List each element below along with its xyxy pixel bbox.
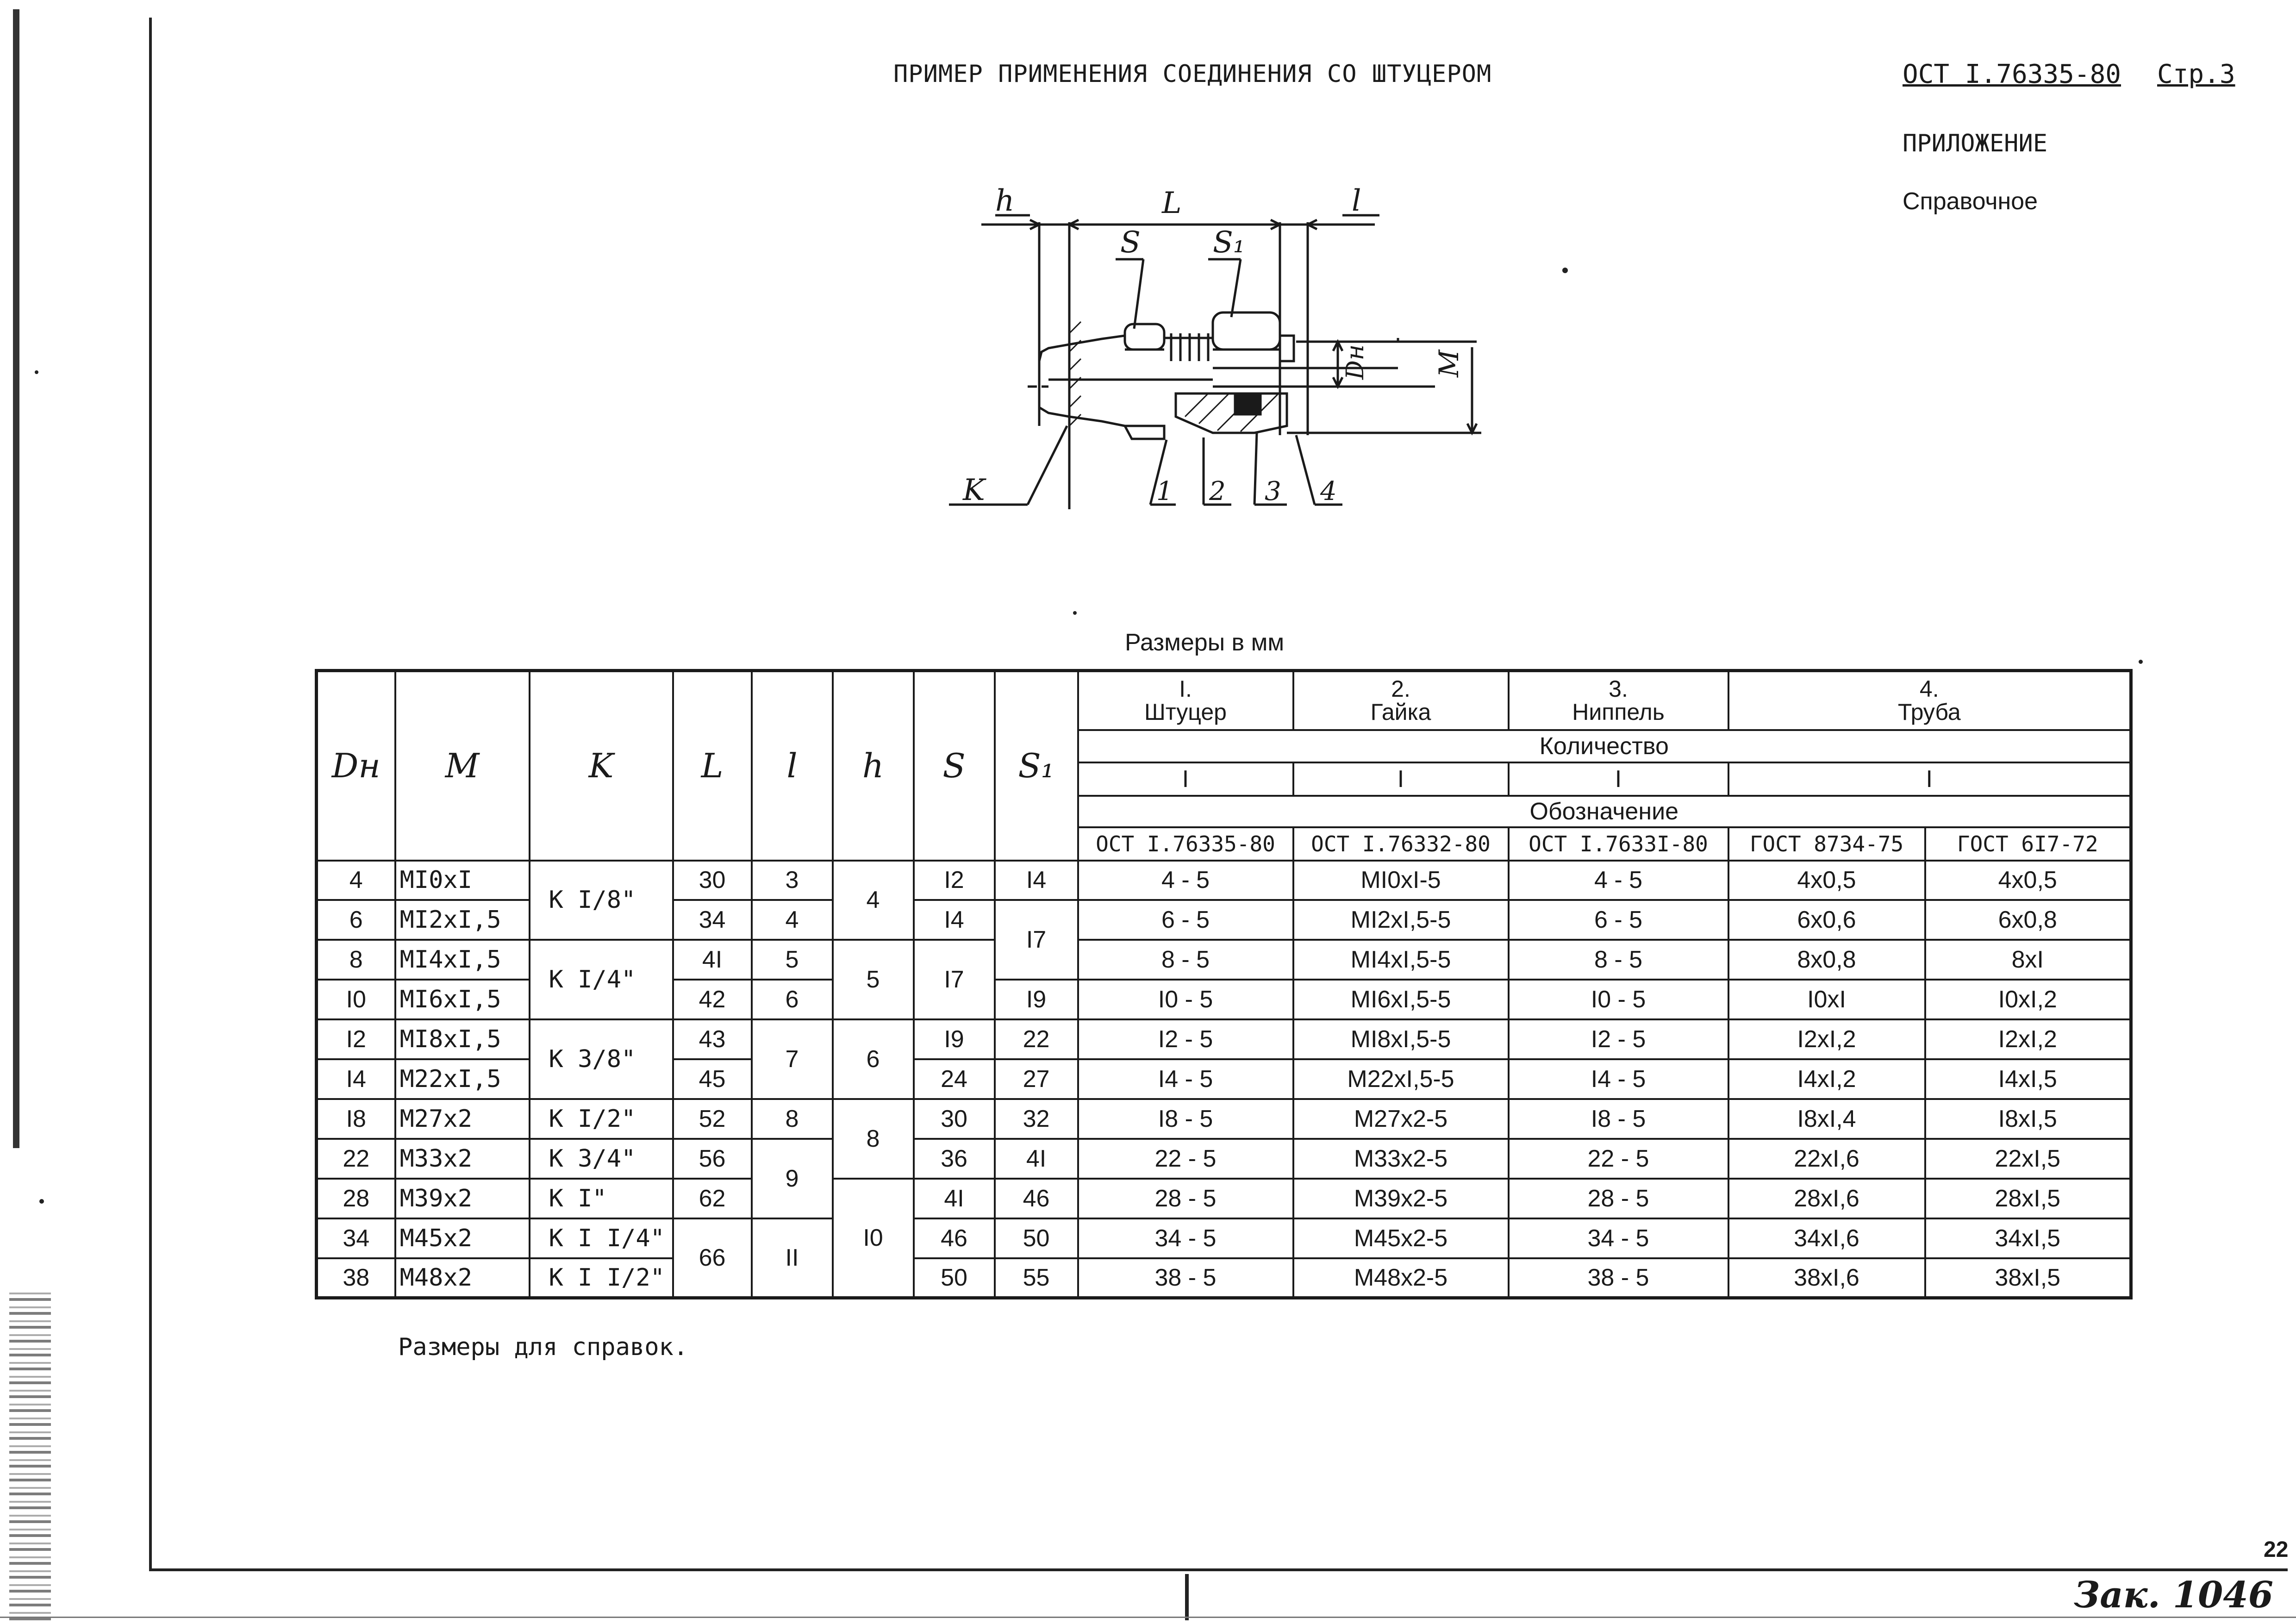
scan-noise	[9, 1287, 51, 1620]
cell-m: M48x2	[395, 1258, 530, 1298]
cell-m: M45x2	[395, 1218, 530, 1258]
cell-part4a: I2xI,2	[1728, 1019, 1925, 1059]
cell-k: K I/2"	[530, 1099, 673, 1139]
table-row	[317, 940, 2131, 980]
designation-label: Обозначение	[1078, 796, 2131, 827]
cell-s1: I7	[995, 900, 1078, 980]
cell-part2: MI2xI,5-5	[1293, 900, 1509, 940]
cell-s1: 55	[995, 1258, 1078, 1298]
cell-k: K I/8"	[530, 861, 673, 940]
cell-k: K I"	[530, 1179, 673, 1218]
cell-h: I0	[833, 1179, 914, 1298]
cell-s: 36	[914, 1139, 995, 1179]
cell-part4b: I0xI,2	[1925, 980, 2131, 1019]
cell-m: M27x2	[395, 1099, 530, 1139]
quantity-4: I	[1728, 762, 2131, 796]
appendix-type: Справочное	[1903, 188, 2038, 215]
cell-part4b: 38xI,5	[1925, 1258, 2131, 1298]
label-part-1: 1	[1156, 476, 1173, 506]
cell-k: K I I/2"	[530, 1258, 673, 1298]
cell-part4b: 34xI,5	[1925, 1218, 2131, 1258]
cell-s1: 22	[995, 1019, 1078, 1059]
header-k: K	[530, 671, 673, 861]
cell-part3: I8 - 5	[1509, 1099, 1728, 1139]
label-Dn: Dн	[1341, 344, 1369, 380]
header-l: l	[752, 671, 833, 861]
cell-dn: I4	[317, 1059, 395, 1099]
label-S1: S₁	[1213, 225, 1245, 260]
cell-l: 3	[752, 861, 833, 900]
cell-part1: 6 - 5	[1078, 900, 1293, 940]
cell-part4a: 4x0,5	[1728, 861, 1925, 900]
table-row	[317, 1258, 2131, 1298]
cell-part2: M39x2-5	[1293, 1179, 1509, 1218]
cell-s1: 50	[995, 1218, 1078, 1258]
cell-part4b: I4xI,5	[1925, 1059, 2131, 1099]
cell-part3: I2 - 5	[1509, 1019, 1728, 1059]
cell-m: M22xI,5	[395, 1059, 530, 1099]
cell-part2: MI6xI,5-5	[1293, 980, 1509, 1019]
speck	[2139, 660, 2143, 664]
speck	[1562, 268, 1568, 273]
cell-part4a: 22xI,6	[1728, 1139, 1925, 1179]
cell-part4a: 6x0,6	[1728, 900, 1925, 940]
cell-part4b: 6x0,8	[1925, 900, 2131, 940]
cell-part4a: I8xI,4	[1728, 1099, 1925, 1139]
page-number: Стр.3	[2157, 59, 2235, 89]
cell-L: 34	[673, 900, 752, 940]
label-part-3: 3	[1265, 476, 1281, 506]
cell-L: 56	[673, 1139, 752, 1179]
cell-part3: I0 - 5	[1509, 980, 1728, 1019]
label-S: S	[1120, 225, 1141, 260]
cell-part3: 6 - 5	[1509, 900, 1728, 940]
component-3: 3. Ниппель	[1509, 671, 1728, 730]
label-K: K	[963, 473, 985, 507]
label-M: M	[1433, 350, 1465, 377]
cell-L: 45	[673, 1059, 752, 1099]
cell-s: 30	[914, 1099, 995, 1139]
label-l: l	[1352, 184, 1361, 218]
cell-l: II	[752, 1218, 833, 1298]
component-2: 2. Гайка	[1293, 671, 1509, 730]
cell-s: 46	[914, 1218, 995, 1258]
cell-part1: 34 - 5	[1078, 1218, 1293, 1258]
header-dn: Dн	[317, 671, 395, 861]
header-L: L	[673, 671, 752, 861]
cell-part2: M22xI,5-5	[1293, 1059, 1509, 1099]
table-row	[317, 1099, 2131, 1139]
cell-m: MI2xI,5	[395, 900, 530, 940]
cell-part2: MI4xI,5-5	[1293, 940, 1509, 980]
designation-1: ОСТ I.76335-80	[1078, 827, 1293, 861]
cell-part1: I2 - 5	[1078, 1019, 1293, 1059]
speck	[39, 1199, 44, 1204]
reference-note: Размеры для справок.	[398, 1333, 688, 1361]
designation-4b: ГОСТ 6I7-72	[1925, 827, 2131, 861]
cell-dn: I8	[317, 1099, 395, 1139]
cell-L: 66	[673, 1218, 752, 1298]
designation-2: ОСТ I.76332-80	[1293, 827, 1509, 861]
cell-dn: I0	[317, 980, 395, 1019]
label-part-4: 4	[1320, 476, 1337, 506]
cell-part4a: I0xI	[1728, 980, 1925, 1019]
document-code: ОСТ I.76335-80	[1903, 59, 2121, 89]
cell-L: 4I	[673, 940, 752, 980]
cell-s: 24	[914, 1059, 995, 1099]
quantity-2: I	[1293, 762, 1509, 796]
cell-l: 6	[752, 980, 833, 1019]
fitting-drawing	[935, 176, 1500, 528]
cell-part1: I4 - 5	[1078, 1059, 1293, 1099]
cell-l: 7	[752, 1019, 833, 1099]
cell-part4a: 34xI,6	[1728, 1218, 1925, 1258]
cell-L: 52	[673, 1099, 752, 1139]
cell-dn: I2	[317, 1019, 395, 1059]
cell-dn: 4	[317, 861, 395, 900]
cell-l: 9	[752, 1139, 833, 1218]
header-h: h	[833, 671, 914, 861]
component-1: I. Штуцер	[1078, 671, 1293, 730]
label-part-2: 2	[1209, 476, 1226, 506]
cell-k: K 3/4"	[530, 1139, 673, 1179]
cell-part2: MI0xI-5	[1293, 861, 1509, 900]
cell-part4a: 28xI,6	[1728, 1179, 1925, 1218]
table-row	[317, 861, 2131, 900]
designation-3: ОСТ I.7633I-80	[1509, 827, 1728, 861]
cell-s1: 46	[995, 1179, 1078, 1218]
cell-dn: 6	[317, 900, 395, 940]
cell-part4b: 22xI,5	[1925, 1139, 2131, 1179]
cell-part3: 38 - 5	[1509, 1258, 1728, 1298]
cell-k: K I/4"	[530, 940, 673, 1019]
cell-part4b: I2xI,2	[1925, 1019, 2131, 1059]
frame-bottom-border	[149, 1568, 2288, 1571]
cell-part3: 28 - 5	[1509, 1179, 1728, 1218]
frame-left-border	[149, 18, 152, 1568]
scan-edge-strip	[13, 9, 19, 1148]
cell-part1: I8 - 5	[1078, 1099, 1293, 1139]
quantity-label: Количество	[1078, 730, 2131, 762]
cell-part4b: 8xI	[1925, 940, 2131, 980]
units-caption: Размеры в мм	[1125, 629, 1285, 656]
cell-s: 4I	[914, 1179, 995, 1218]
cell-part4b: 28xI,5	[1925, 1179, 2131, 1218]
order-number: Зак. 1046	[2074, 1574, 2273, 1616]
cell-part3: 22 - 5	[1509, 1139, 1728, 1179]
cell-s: I7	[914, 940, 995, 1019]
cell-h: 5	[833, 940, 914, 1019]
cell-s1: I9	[995, 980, 1078, 1019]
cell-part4a: I4xI,2	[1728, 1059, 1925, 1099]
cell-part1: 28 - 5	[1078, 1179, 1293, 1218]
speck	[1073, 611, 1077, 615]
cell-s: 50	[914, 1258, 995, 1298]
cell-part1: 8 - 5	[1078, 940, 1293, 980]
cell-part4b: I8xI,5	[1925, 1099, 2131, 1139]
cell-part4a: 8x0,8	[1728, 940, 1925, 980]
cell-m: MI6xI,5	[395, 980, 530, 1019]
cell-part2: MI8xI,5-5	[1293, 1019, 1509, 1059]
cell-s1: 27	[995, 1059, 1078, 1099]
cell-s: I4	[914, 900, 995, 940]
cell-part3: I4 - 5	[1509, 1059, 1728, 1099]
cell-l: 4	[752, 900, 833, 940]
cell-m: MI4xI,5	[395, 940, 530, 980]
cell-l: 5	[752, 940, 833, 980]
table-row	[317, 1218, 2131, 1258]
cell-k: K I I/4"	[530, 1218, 673, 1258]
header-s1: S₁	[995, 671, 1078, 861]
table-row	[317, 1179, 2131, 1218]
header-m: M	[395, 671, 530, 861]
dimensions-table	[315, 669, 2133, 1299]
cell-part2: M33x2-5	[1293, 1139, 1509, 1179]
cell-h: 4	[833, 861, 914, 940]
quantity-3: I	[1509, 762, 1728, 796]
cell-part2: M48x2-5	[1293, 1258, 1509, 1298]
cell-part1: 38 - 5	[1078, 1258, 1293, 1298]
cell-part1: 22 - 5	[1078, 1139, 1293, 1179]
cell-k: K 3/8"	[530, 1019, 673, 1099]
cell-part1: I0 - 5	[1078, 980, 1293, 1019]
cell-part4b: 4x0,5	[1925, 861, 2131, 900]
cell-part1: 4 - 5	[1078, 861, 1293, 900]
speck	[35, 370, 38, 374]
cell-s: I9	[914, 1019, 995, 1059]
bottom-rule	[0, 1617, 2296, 1618]
cell-m: MI8xI,5	[395, 1019, 530, 1059]
cell-dn: 8	[317, 940, 395, 980]
cell-dn: 28	[317, 1179, 395, 1218]
cell-part2: M45x2-5	[1293, 1218, 1509, 1258]
cell-s1: I4	[995, 861, 1078, 900]
cell-dn: 38	[317, 1258, 395, 1298]
page-title: ПРИМЕР ПРИМЕНЕНИЯ СОЕДИНЕНИЯ СО ШТУЦЕРОМ	[893, 60, 1492, 88]
cell-part3: 34 - 5	[1509, 1218, 1728, 1258]
label-h: h	[995, 184, 1015, 218]
table-row	[317, 1139, 2131, 1179]
cell-part3: 8 - 5	[1509, 940, 1728, 980]
cell-part3: 4 - 5	[1509, 861, 1728, 900]
cell-L: 30	[673, 861, 752, 900]
cell-dn: 34	[317, 1218, 395, 1258]
sheet-number: 22	[2264, 1537, 2289, 1562]
cell-l: 8	[752, 1099, 833, 1139]
cell-h: 8	[833, 1099, 914, 1179]
cell-m: M33x2	[395, 1139, 530, 1179]
cell-part2: M27x2-5	[1293, 1099, 1509, 1139]
cell-L: 62	[673, 1179, 752, 1218]
component-4: 4. Труба	[1728, 671, 2131, 730]
cell-m: MI0xI	[395, 861, 530, 900]
cell-L: 42	[673, 980, 752, 1019]
table-row	[317, 1019, 2131, 1059]
cell-h: 6	[833, 1019, 914, 1099]
cell-L: 43	[673, 1019, 752, 1059]
appendix-label: ПРИЛОЖЕНИЕ	[1903, 130, 2048, 157]
designation-4a: ГОСТ 8734-75	[1728, 827, 1925, 861]
fold-mark	[1185, 1574, 1189, 1620]
cell-s1: 32	[995, 1099, 1078, 1139]
cell-s: I2	[914, 861, 995, 900]
cell-s1: 4I	[995, 1139, 1078, 1179]
cell-dn: 22	[317, 1139, 395, 1179]
quantity-1: I	[1078, 762, 1293, 796]
cell-m: M39x2	[395, 1179, 530, 1218]
cell-part4a: 38xI,6	[1728, 1258, 1925, 1298]
header-s: S	[914, 671, 995, 861]
label-L: L	[1162, 186, 1182, 220]
